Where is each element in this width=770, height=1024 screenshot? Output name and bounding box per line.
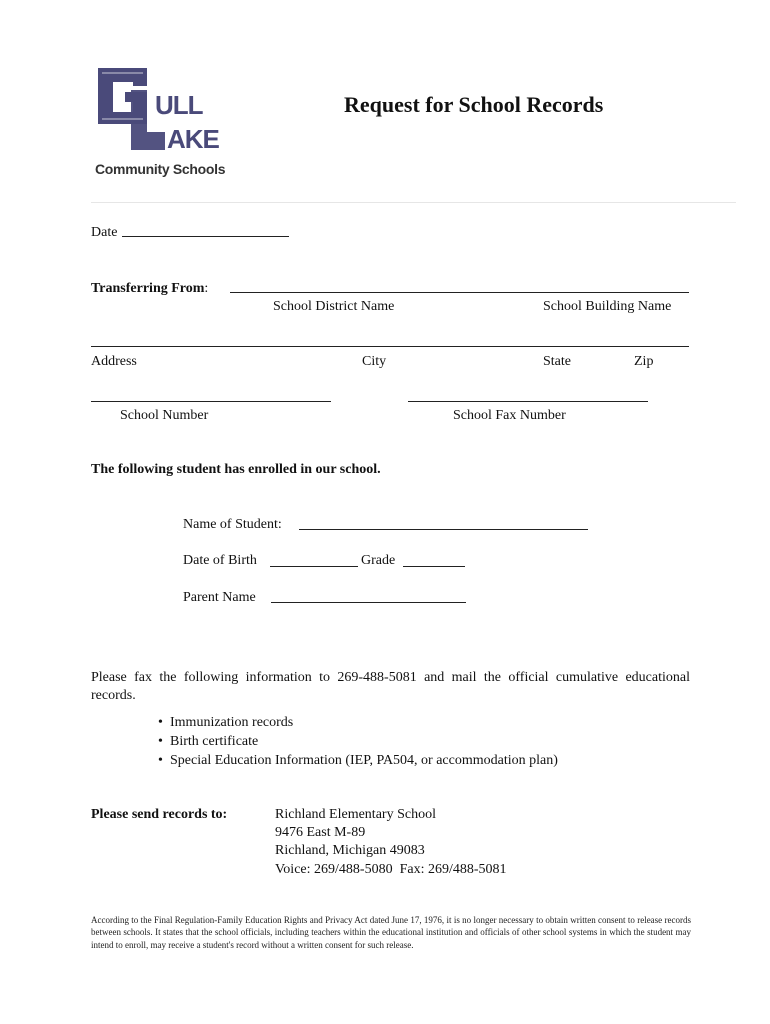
transferring-row — [91, 280, 208, 298]
parent-name-label: Parent Name — [183, 590, 256, 605]
date-label: Date — [91, 225, 118, 240]
school-fax-caption: School Fax Number — [453, 408, 566, 423]
address-caption: Address — [91, 354, 137, 369]
address-line: Richland, Michigan 49083 — [275, 843, 425, 859]
list-item: • Birth certificate — [158, 732, 678, 751]
zip-caption: Zip — [634, 354, 654, 369]
page-title: Request for School Records — [344, 92, 604, 117]
date-field[interactable] — [122, 236, 289, 237]
enrolled-heading: The following student has enrolled in our school. — [91, 462, 381, 477]
required-items-list — [158, 713, 678, 770]
district-caption: School District Name — [273, 299, 395, 314]
address-line: Voice: 269/488-5080 Fax: 269/488-5081 — [275, 861, 507, 877]
svg-text:AKE: AKE — [167, 124, 219, 154]
student-name-field[interactable] — [299, 529, 588, 530]
dob-label: Date of Birth — [183, 553, 257, 568]
grade-label: Grade — [361, 553, 396, 568]
parent-name-field[interactable] — [271, 602, 466, 603]
building-caption: School Building Name — [543, 299, 672, 314]
dob-field[interactable] — [270, 566, 358, 567]
address-line: 9476 East M-89 — [275, 825, 366, 841]
logo-subtitle: Community Schools — [95, 161, 226, 177]
district-logo — [95, 62, 240, 180]
transferring-label: Transferring From — [91, 281, 205, 296]
list-item: • Immunization records — [158, 713, 678, 732]
legal-footnote: According to the Final Regulation-Family Education Rights and Privacy Act dated June 17, 1976, it is no longer necessary to obtain written consent to release records between schools. It states that the school officials, including teachers within the educational institution and officials of other school systems in which the student may intend to enroll, may receive a student's record without a written consent for such release. — [91, 915, 691, 950]
state-caption: State — [543, 354, 571, 369]
send-to-label: Please send records to: — [91, 807, 228, 822]
transferring-colon: : — [204, 281, 209, 296]
address-field[interactable] — [91, 346, 689, 347]
fax-instruction: Please fax the following information to 269-488-5081 and mail the official cumulative educational records. — [91, 670, 690, 703]
student-name-label: Name of Student: — [183, 517, 282, 532]
school-district-field[interactable] — [230, 292, 689, 293]
school-number-caption: School Number — [120, 408, 209, 423]
school-number-field[interactable] — [91, 401, 331, 402]
city-caption: City — [362, 354, 387, 369]
send-to-address — [275, 806, 507, 879]
gull-lake-logo-icon — [95, 62, 240, 157]
svg-text:ULL: ULL — [155, 90, 203, 120]
grade-field[interactable] — [403, 566, 465, 567]
address-line: Richland Elementary School — [275, 807, 436, 822]
school-fax-field[interactable] — [408, 401, 648, 402]
header-divider — [91, 202, 736, 203]
list-item: • Special Education Information (IEP, PA504, or accommodation plan) — [158, 751, 678, 770]
